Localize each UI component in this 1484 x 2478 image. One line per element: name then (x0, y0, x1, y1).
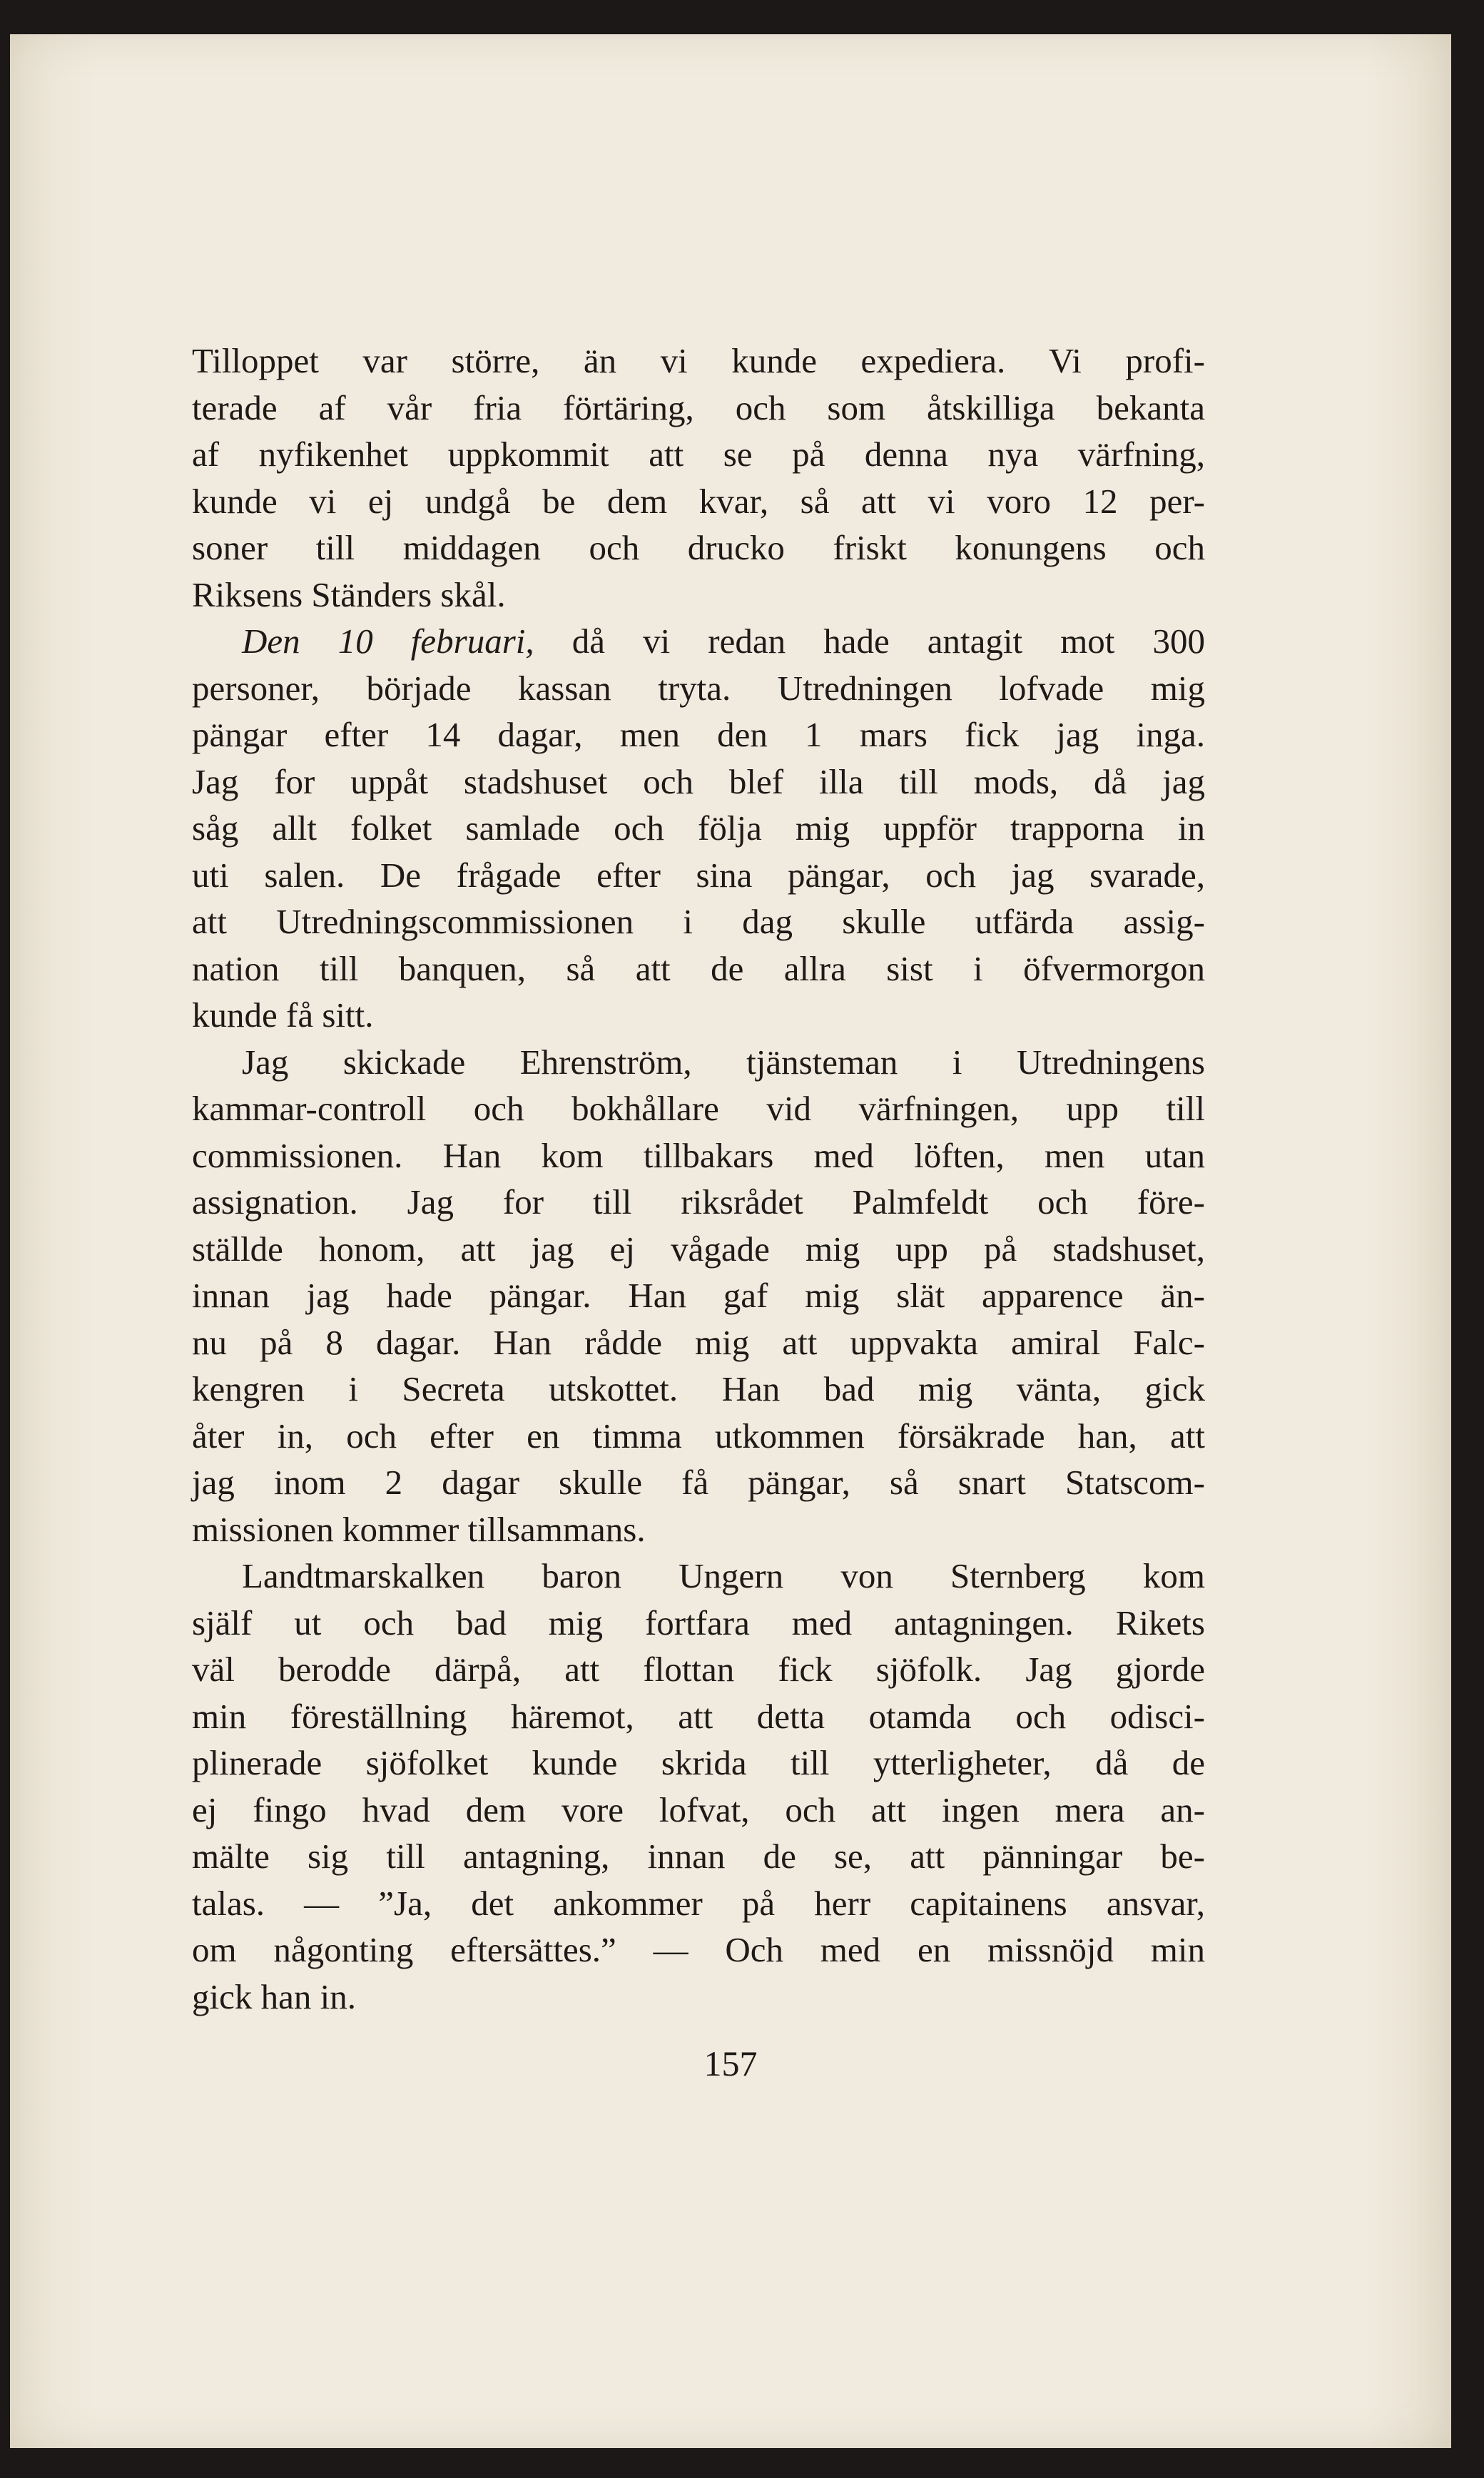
text-line: mälte sig till antagning, innan de se, att pänningar be- (192, 1837, 1205, 1876)
text-line: ej fingo hvad dem vore lofvat, och att ingen mera an- (192, 1789, 1205, 1829)
text-line: att Utredningscommissionen i dag skulle utfärda assig- (192, 902, 1205, 941)
text-line: själf ut och bad mig fortfara med antagningen. Rikets (192, 1603, 1205, 1642)
text-line: kengren i Secreta utskottet. Han bad mig vänta, gick (192, 1369, 1205, 1408)
text-line: om någonting eftersättes.” — Och med en missnöjd min (192, 1930, 1205, 1969)
text-line: såg allt folket samlade och följa mig uppför trapporna in (192, 808, 1205, 848)
text-line: väl berodde därpå, att flottan fick sjöfolk. Jag gjorde (192, 1650, 1205, 1689)
text-line: commissionen. Han kom tillbakars med löften, men utan (192, 1135, 1205, 1175)
text-line: pängar efter 14 dagar, men den 1 mars fick jag inga. (192, 715, 1205, 754)
text-line: gick han in. (192, 1976, 356, 2016)
text-line: nation till banquen, så att de allra sist i öfvermorgon (192, 948, 1205, 988)
text-line: Tilloppet var större, än vi kunde expediera. Vi profi- (192, 341, 1205, 380)
text-line: soner till middagen och drucko friskt konungens och (192, 528, 1205, 567)
text-line: missionen kommer tillsammans. (192, 1509, 646, 1549)
text-line: kammar-controll och bokhållare vid värfningen, upp till (192, 1089, 1205, 1128)
text-line: Landtmarskalken baron Ungern von Sternberg kom (242, 1556, 1205, 1595)
text-line: nu på 8 dagar. Han rådde mig att uppvakta amiral Falc- (192, 1322, 1205, 1362)
text-line: personer, började kassan tryta. Utredningen lofvade mig (192, 668, 1205, 708)
text-line: kunde få sitt. (192, 995, 374, 1035)
text-line: assignation. Jag for till riksrådet Palmfeldt och före- (192, 1182, 1205, 1222)
text-line: af nyfikenhet uppkommit att se på denna nya värfning, (192, 435, 1205, 474)
text-line: innan jag hade pängar. Han gaf mig slät apparence än- (192, 1276, 1205, 1315)
text-line: terade af vår fria förtäring, och som åtskilliga bekanta (192, 387, 1205, 427)
date-heading: Den 10 februari, (242, 621, 534, 661)
text-line: Jag skickade Ehrenström, tjänsteman i Utredningens (242, 1042, 1205, 1082)
text-line: Jag for uppåt stadshuset och blef illa till mods, då jag (192, 761, 1205, 801)
text-line: åter in, och efter en timma utkommen försäkrade han, att (192, 1416, 1205, 1456)
text-line: ställde honom, att jag ej vågade mig upp på stadshuset, (192, 1229, 1205, 1269)
text-line: uti salen. De frågade efter sina pängar, och jag svarade, (192, 855, 1205, 895)
text-line (192, 618, 1205, 665)
body-text (192, 337, 1205, 2020)
text-line: talas. — ”Ja, det ankommer på herr capitainens ansvar, (192, 1883, 1205, 1923)
date-line-rest: då vi redan hade antagit mot 300 (571, 621, 1206, 661)
text-line: plinerade sjöfolket kunde skrida till ytterligheter, då de (192, 1743, 1205, 1782)
text-line: kunde vi ej undgå be dem kvar, så att vi voro 12 per- (192, 481, 1205, 521)
text-line: min föreställning häremot, att detta otamda och odisci- (192, 1696, 1205, 1736)
text-line: jag inom 2 dagar skulle få pängar, så snart Statscom- (192, 1463, 1205, 1502)
page-number: 157 (703, 2043, 758, 2083)
text-line: Riksens Ständers skål. (192, 574, 506, 614)
book-page (10, 34, 1451, 2448)
